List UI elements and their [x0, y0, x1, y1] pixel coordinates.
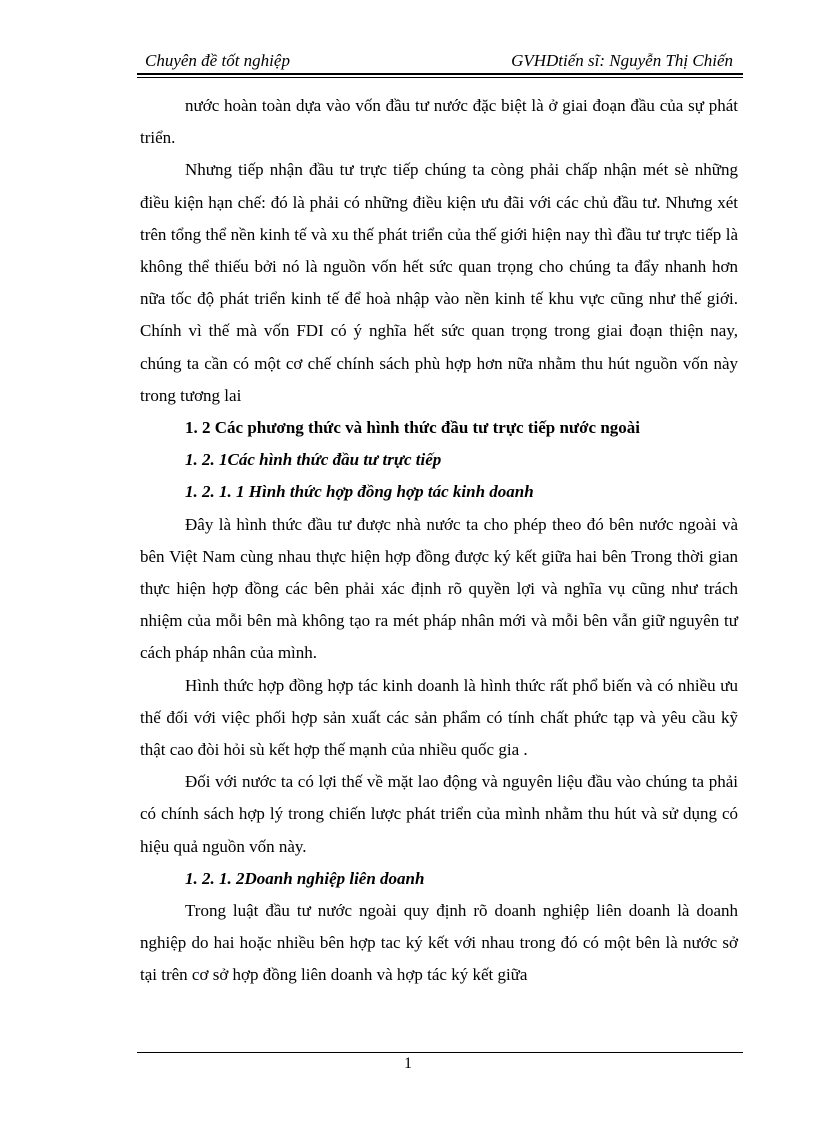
paragraph-6: Trong luật đầu tư nước ngoài quy định rõ doanh nghiệp liên doanh là doanh nghiệp do hai hoặc nhiều bên hợp tac ký kết với nhau trong đó có một bên là nước sở tại trên cơ sở hợp đồng liên doanh và hợp tác ký kết giữa [140, 901, 738, 985]
header-rule-thin [137, 77, 743, 78]
section-heading-1-2: 1. 2 Các phương thức và hình thức đầu tư trực tiếp nước ngoài [185, 418, 641, 438]
page-body [140, 90, 738, 992]
page-header [137, 46, 743, 72]
section-heading-1-2-1-1: 1. 2. 1. 1 Hình thức hợp đồng hợp tác kinh doanh [185, 482, 534, 502]
section-heading-1-2-1-2: 1. 2. 1. 2Doanh nghiệp liên doanh [185, 868, 425, 888]
header-advisor: GVHDtiến sĩ: Nguyễn Thị Chiến [511, 51, 733, 70]
header-document-title: Chuyên đề tốt nghiệp [145, 51, 290, 70]
paragraph-4: Hình thức hợp đồng hợp tác kinh doanh là hình thức rất phổ biến và có nhiều ưu thế đối với việc phối hợp sản xuất các sản phẩm có tính chất phức tạp và yêu cầu kỹ thật cao đòi hỏi sù kết hợp thế mạnh của nhiều quốc gia . [140, 675, 738, 760]
paragraph-3: Đây là hình thức đầu tư được nhà nước ta cho phép theo đó bên nước ngoài và bên Việt Nam cùng nhau thực hiện hợp đồng được ký kết giữa hai bên Trong thời gian thực hiện hợp đồng các bên phải xác định rõ quyền lợi và nghĩa vụ cũng như trách nhiệm của mỗi bên mà không tạo ra mét pháp nhân mới và mỗi bên vẫn giữ nguyên tư cách pháp nhân của mình. [140, 514, 738, 663]
footer-rule [137, 1052, 743, 1053]
section-heading-1-2-1: 1. 2. 1Các hình thức đầu tư trực tiếp [185, 450, 442, 470]
header-rule [137, 73, 743, 75]
paragraph-1: nước hoàn toàn dựa vào vốn đầu tư nước đặc biệt là ở giai đoạn đầu của sự phát triển. [140, 96, 738, 148]
page-number: 1 [404, 1055, 412, 1072]
paragraph-2: Nhưng tiếp nhận đầu tư trực tiếp chúng ta còng phải chấp nhận mét sè những điều kiện hạn chế: đó là phải có những điều kiện ưu đãi với các chủ đầu tư. Nhưng xét trên tổng thể nền kinh tế và xu thế phát triển của thế giới hiện nay thì đầu tư trực tiếp là không thể thiếu bởi nó là nguồn vốn hết sức quan trọng cho chúng ta đẩy nhanh hơn nữa tốc độ phát triển kinh tế để hoà nhập vào nền kinh tế khu vực cũng như thế giới. Chính vì thế mà vốn FDI có ý nghĩa hết sức quan trọng trong giai đoạn thiện nay, chúng ta cần có một cơ chế chính sách phù hợp hơn nữa nhằm thu hút nguồn vốn này trong tương lai [140, 160, 738, 405]
paragraph-5: Đối với nước ta có lợi thế về mặt lao động và nguyên liệu đầu vào chúng ta phải có chính sách hợp lý trong chiến lược phát triển của mình nhằm thu hút và sử dụng có hiệu quả nguồn vốn này. [140, 772, 738, 856]
